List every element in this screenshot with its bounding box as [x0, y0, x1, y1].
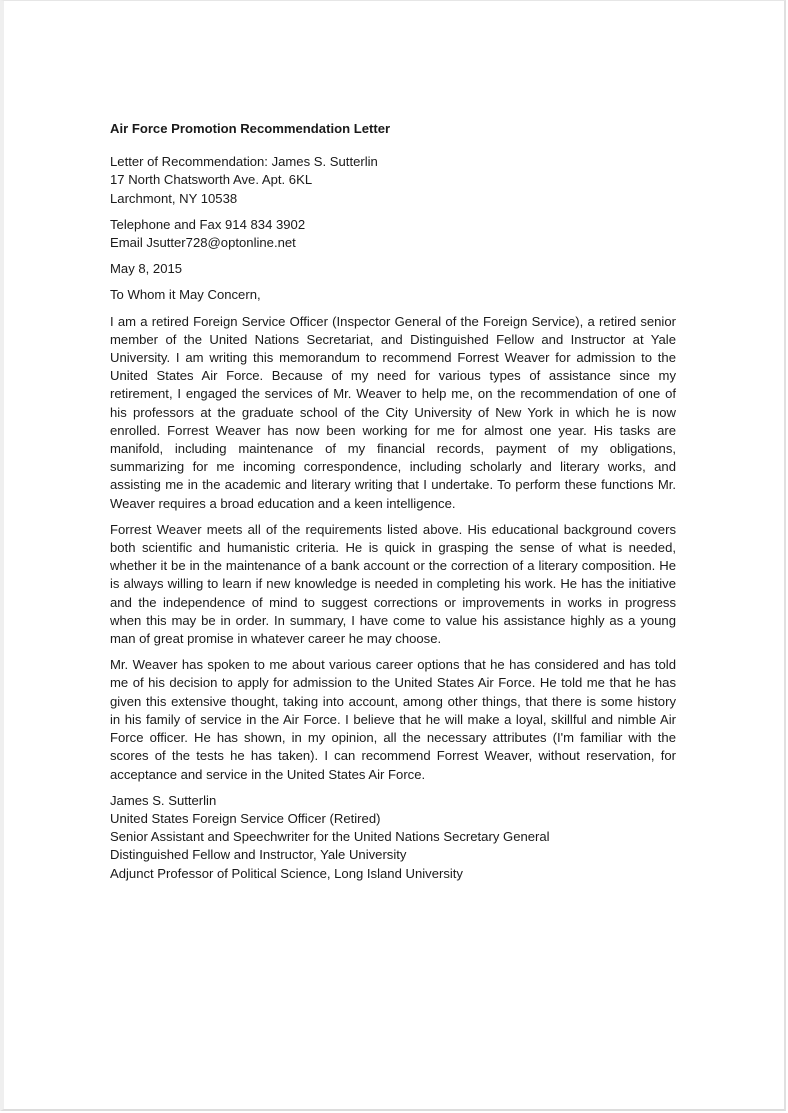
text-line: both scientific and humanistic criteria. He is quick in grasping the sense of what is needed, — [110, 540, 676, 556]
signature-title: Senior Assistant and Speechwriter for the United Nations Secretary General — [110, 829, 550, 845]
salutation: To Whom it May Concern, — [110, 287, 261, 303]
text-line: me of his decision to apply for admission to the United States Air Force. He told me that he has — [110, 675, 676, 691]
letter-date: May 8, 2015 — [110, 261, 183, 277]
text-line: I am a retired Foreign Service Officer (Inspector General of the Foreign Service), a retired senior — [110, 313, 676, 329]
paragraph-1 — [110, 313, 676, 513]
phone-line: Telephone and Fax 914 834 3902 — [110, 216, 306, 232]
text-line: retirement, I engaged the services of Mr. Weaver to help me, on the recommendation of one of — [110, 386, 676, 402]
text-line: when this may be in order. In summary, I have come to value his assistance highly as a young — [110, 612, 676, 628]
text-line: assisting me in the academic and literary writing that I undertake. To perform these functions Mr. — [110, 477, 676, 493]
text-line: summarizing for me incoming correspondence, including scholarly and literary works, and — [110, 459, 676, 475]
signature-block — [110, 792, 676, 883]
text-line: is always willing to learn if new knowledge is needed in completing his work. He has the initiative — [110, 576, 676, 592]
signature-title: Adjunct Professor of Political Science, Long Island University — [110, 865, 463, 881]
signature-title: Distinguished Fellow and Instructor, Yale University — [110, 847, 407, 863]
text-line: enrolled. Forrest Weaver has now been working for me for almost one year. His tasks are — [110, 422, 676, 438]
text-line: acceptance and service in the United States Air Force. — [110, 766, 426, 782]
text-line: manifold, including maintenance of my financial records, payment of my obligations, — [110, 441, 676, 457]
text-line: given this extensive thought, taking into account, among other things, that there is some history — [110, 693, 676, 709]
text-line: University. I am writing this memorandum to recommend Forrest Weaver for admission to the — [110, 350, 676, 366]
sender-address — [110, 153, 676, 208]
text-line: United States Air Force. Because of my need for various types of assistance since my — [110, 368, 676, 384]
text-line: member of the United Nations Secretariat, and Distinguished Fellow and Instructor at Yale — [110, 331, 676, 347]
signature-title: United States Foreign Service Officer (Retired) — [110, 810, 381, 826]
paragraph-2 — [110, 521, 676, 648]
text-line: whether it be in the maintenance of a bank account or the correction of a literary composition. He — [110, 558, 676, 574]
text-line: Mr. Weaver has spoken to me about various career options that he has considered and has told — [110, 657, 676, 673]
paragraph-3 — [110, 656, 676, 783]
sender-line: Larchmont, NY 10538 — [110, 190, 238, 206]
sender-line: Letter of Recommendation: James S. Sutterlin — [110, 154, 378, 170]
signature-name: James S. Sutterlin — [110, 792, 217, 808]
text-line: Forrest Weaver meets all of the requirements listed above. His educational background covers — [110, 521, 676, 537]
text-line: Weaver requires a broad education and a keen intelligence. — [110, 495, 456, 511]
text-line: in his family of service in the Air Force. I believe that he will make a loyal, skillful and nimble Air — [110, 711, 676, 727]
sender-line: 17 North Chatsworth Ave. Apt. 6KL — [110, 172, 313, 188]
document-title: Air Force Promotion Recommendation Letter — [110, 121, 391, 136]
contact-info — [110, 216, 676, 252]
letter-body — [110, 120, 676, 891]
text-line: and the independence of mind to suggest corrections or improvements in works in progress — [110, 594, 676, 610]
text-line: scores of the tests he has taken). I can recommend Forrest Weaver, without reservation, for — [110, 748, 676, 764]
text-line: Force officer. He has shown, in my opinion, all the necessary attributes (I'm familiar with the — [110, 730, 676, 746]
email-line: Email Jsutter728@optonline.net — [110, 235, 296, 251]
text-line: man of great promise in whatever career he may choose. — [110, 631, 442, 647]
text-line: his professors at the graduate school of the City University of New York in which he is now — [110, 404, 676, 420]
